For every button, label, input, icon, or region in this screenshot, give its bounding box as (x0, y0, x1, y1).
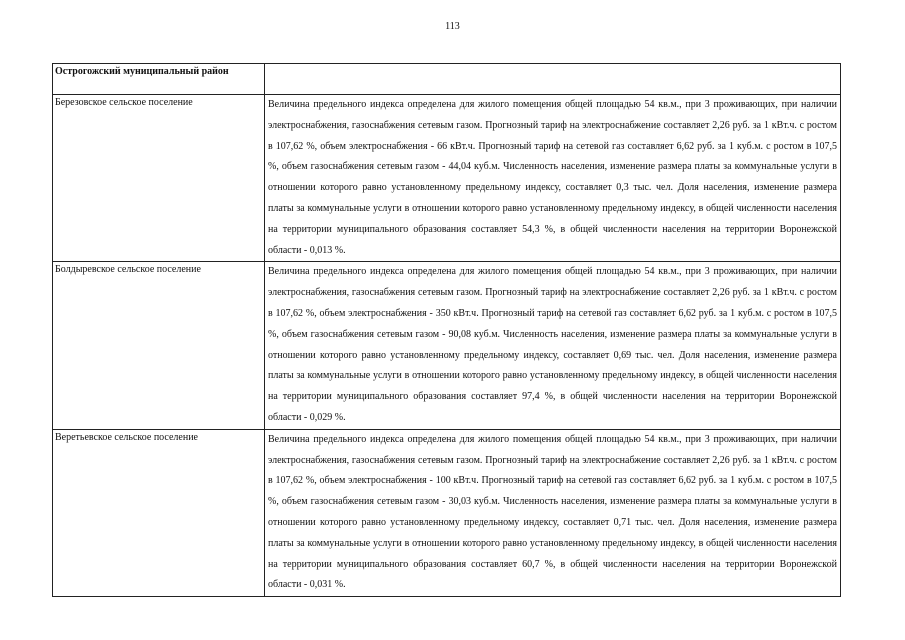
settlement-description: Величина предельного индекса определена для жилого помещения общей площадью 54 кв.м., при 3 проживающих, при наличии электроснабжения, газоснабжения сетевым газом. Прогнозный тариф на электроснабжение составляет 2,26 руб. за 1 кВт.ч. с ростом в 107,62 %, объем электроснабжения - 350 кВт.ч. Прогнозный тариф на сетевой газ составляет 6,62 руб. за 1 куб.м. с ростом в 107,5 %, объем газоснабжения сетевым газом - 90,08 куб.м. Численность населения, изменение размера платы за коммунальные услуги в отношении которого равно установленному предельному индексу, составляет 0,69 тыс. чел. Доля населения, изменение размера платы за коммунальные услуги в отношении которого равно установленному предельному индексу, в общей численности населения на территории муниципального образования составляет 97,4 %, в общей численности населения на территории Воронежской области - 0,029 %. (265, 262, 841, 429)
table-row (53, 95, 841, 262)
page-number: 113 (445, 21, 460, 32)
table-row (53, 429, 841, 596)
table-header-row (53, 64, 841, 95)
settlement-name: Веретьевское сельское поселение (53, 429, 265, 596)
settlement-description: Величина предельного индекса определена для жилого помещения общей площадью 54 кв.м., при 3 проживающих, при наличии электроснабжения, газоснабжения сетевым газом. Прогнозный тариф на электроснабжение составляет 2,26 руб. за 1 кВт.ч. с ростом в 107,62 %, объем электроснабжения - 100 кВт.ч. Прогнозный тариф на сетевой газ составляет 6,62 руб. за 1 куб.м. с ростом в 107,5 %, объем газоснабжения сетевым газом - 30,03 куб.м. Численность населения, изменение размера платы за коммунальные услуги в отношении которого равно установленному предельному индексу, составляет 0,71 тыс. чел. Доля населения, изменение размера платы за коммунальные услуги в отношении которого равно установленному предельному индексу, в общей численности населения на территории муниципального образования составляет 60,7 %, в общей численности населения на территории Воронежской области - 0,031 %. (265, 429, 841, 596)
settlement-name: Болдыревское сельское поселение (53, 262, 265, 429)
header-empty-cell (265, 64, 841, 95)
table-row (53, 262, 841, 429)
district-title: Острогожский муниципальный район (53, 64, 265, 95)
settlement-description: Величина предельного индекса определена для жилого помещения общей площадью 54 кв.м., при 3 проживающих, при наличии электроснабжения, газоснабжения сетевым газом. Прогнозный тариф на электроснабжение составляет 2,26 руб. за 1 кВт.ч. с ростом в 107,62 %, объем электроснабжения - 66 кВт.ч. Прогнозный тариф на сетевой газ составляет 6,62 руб. за 1 куб.м. с ростом в 107,5 %, объем газоснабжения сетевым газом - 44,04 куб.м. Численность населения, изменение размера платы за коммунальные услуги в отношении которого равно установленному предельному индексу, составляет 0,3 тыс. чел. Доля населения, изменение размера платы за коммунальные услуги в отношении которого равно установленному предельному индексу, в общей численности населения на территории муниципального образования составляет 54,3 %, в общей численности населения на территории Воронежской области - 0,013 %. (265, 95, 841, 262)
settlement-name: Березовское сельское поселение (53, 95, 265, 262)
tariff-index-table (52, 63, 841, 597)
